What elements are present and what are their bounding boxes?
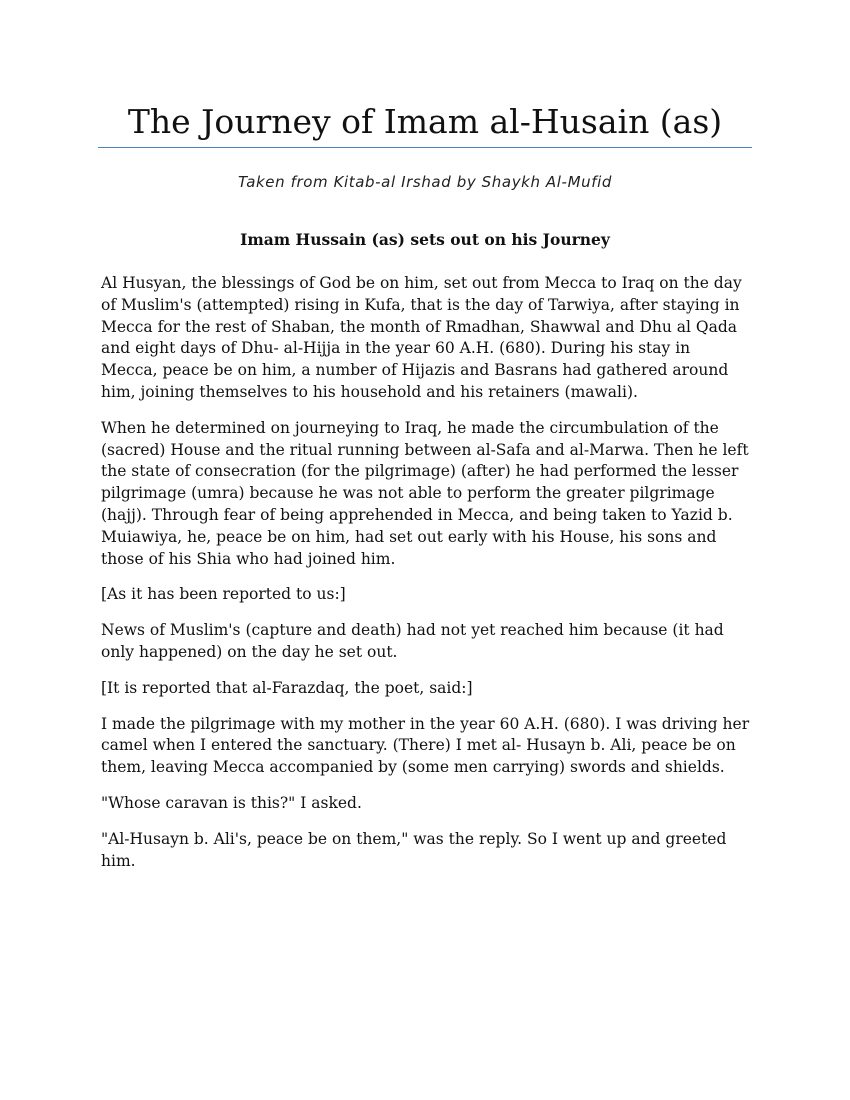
page-subtitle: Taken from Kitab-al Irshad by Shaykh Al-Mufid: [238, 173, 612, 191]
section-heading: Imam Hussain (as) sets out on his Journey: [240, 230, 610, 249]
page-title: The Journey of Imam al-Husain (as): [127, 102, 723, 141]
paragraph: Al Husyan, the blessings of God be on him, set out from Mecca to Iraq on the day of Muslim's (attempted) rising in Kufa, that is the day of Tarwiya, after staying in Mecca for the rest of Shaban, the month of Rmadhan, Shawwal and Dhu al Qada and eight days of Dhu- al-Hijja in the year 60 A.H. (680). During his stay in Mecca, peace be on him, a number of Hijazis and Basrans had gathered around him, joining themselves to his household and his retainers (mawali).: [101, 274, 742, 401]
paragraph: When he determined on journeying to Iraq, he made the circumbulation of the (sacred) House and the ritual running between al-Safa and al-Marwa. Then he left the state of consecration (for the pilgrimage) (after) he had performed the lesser pilgrimage (umra) because he was not able to perform the greater pilgrimage (hajj). Through fear of being apprehended in Mecca, and being taken to Yazid b. Muiawiya, he, peace be on him, had set out early with his House, his sons and those of his Shia who had joined him.: [101, 418, 749, 568]
title-underline: [98, 147, 752, 148]
paragraph: News of Muslim's (capture and death) had not yet reached him because (it had only happened) on the day he set out.: [101, 621, 724, 661]
paragraph: "Al-Husayn b. Ali's, peace be on them," was the reply. So I went up and greeted him.: [101, 829, 727, 870]
body-text: [101, 273, 751, 886]
paragraph: I made the pilgrimage with my mother in the year 60 A.H. (680). I was driving her camel when I entered the sanctuary. (There) I met al- Husayn b. Ali, peace be on them, leaving Mecca accompanied by (some men carrying) swords and shields.: [101, 714, 750, 777]
paragraph: [As it has been reported to us:]: [101, 585, 346, 604]
paragraph: [It is reported that al-Farazdaq, the poet, said:]: [101, 678, 473, 697]
paragraph: "Whose caravan is this?" I asked.: [101, 793, 362, 812]
